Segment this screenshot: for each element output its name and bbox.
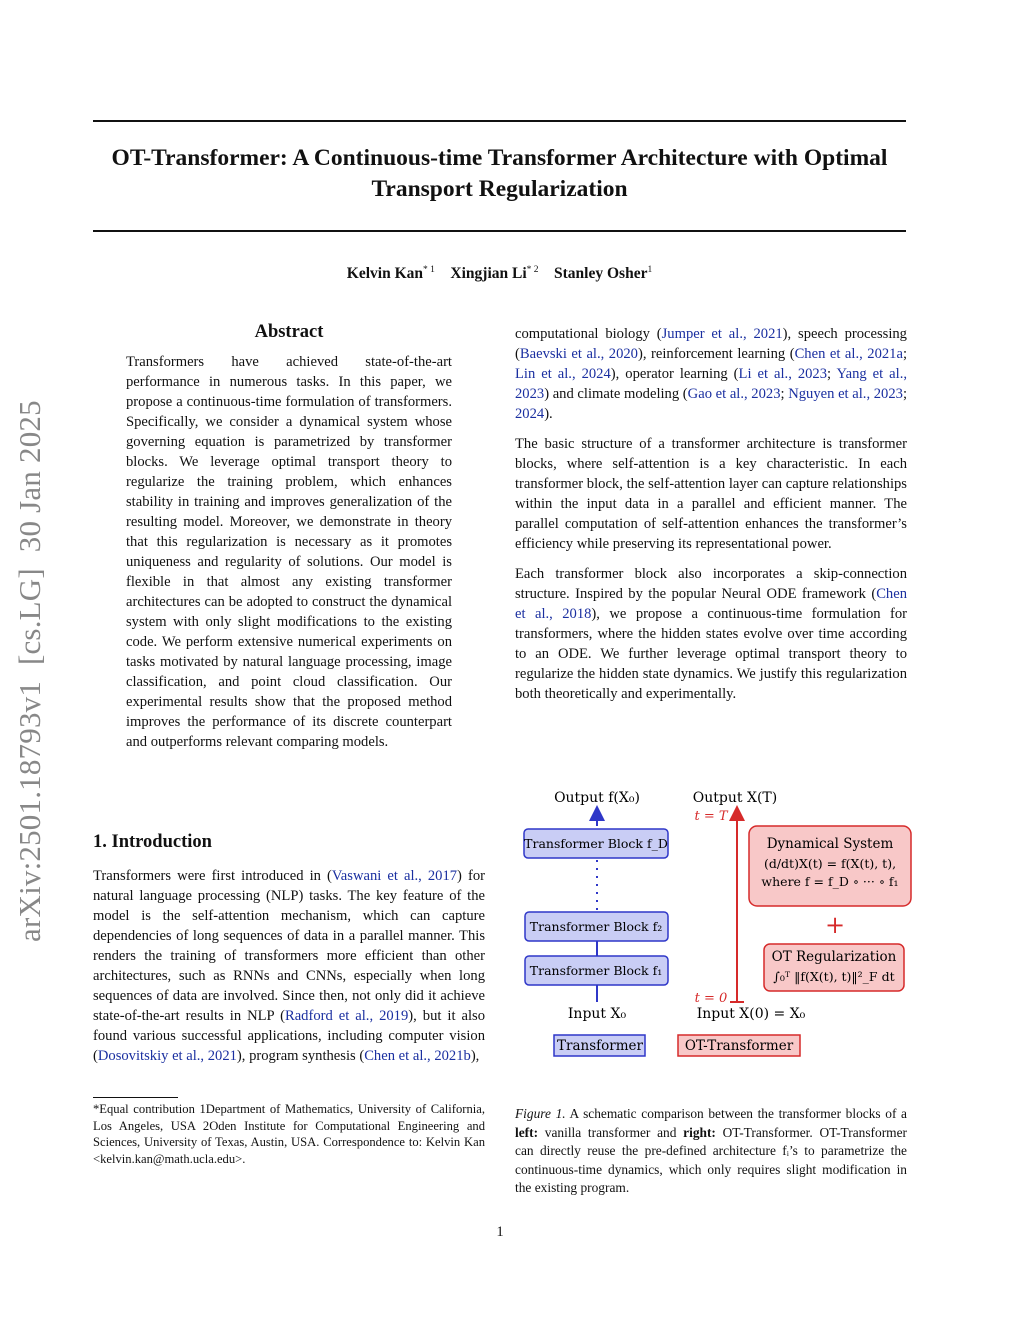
citation-link[interactable]: Li et al., 2023: [738, 366, 828, 382]
section-heading-introduction: 1. Introduction: [93, 832, 212, 852]
citation-link[interactable]: Chen et al., 2021b: [364, 1048, 471, 1064]
citation-link[interactable]: Chen et al., 2021a: [794, 346, 903, 362]
caption-label: Figure 1.: [515, 1106, 566, 1121]
citation-link[interactable]: Baevski et al., 2020: [519, 346, 638, 362]
citation-link[interactable]: Jumper et al., 2021: [661, 326, 783, 342]
author-name: Kelvin Kan: [346, 265, 424, 283]
paragraph: Each transformer block also incorporates a skip-connection structure. Inspired by the popular Neural ODE framework (Chen et al., 2018), we propose a continuous-time formulation for transformers, where the hidden states evolve over time according to an ODE. We further leverage optimal transport theory to regularize the hidden state dynamics. We justify this regularization both theoretically and experimentally.: [515, 566, 907, 702]
transformer-label: Transformer: [557, 1038, 643, 1054]
title-bottom-rule: [93, 230, 906, 232]
ot-transformer-label: OT-Transformer: [684, 1038, 794, 1054]
left-input-label: Input X₀: [567, 1006, 627, 1022]
block-label: Transformer Block f₁: [529, 963, 663, 978]
right-output-label: Output X(T): [692, 790, 778, 806]
figure-1-schematic: [515, 782, 915, 1072]
citation-link[interactable]: Lin et al., 2024: [515, 366, 611, 382]
dynamical-system-equation: (d/dt)X(t) = f(X(t), t),: [763, 856, 897, 871]
ot-regularization-equation: ∫₀ᵀ ‖f(X(t), t)‖²_F dt: [773, 969, 895, 984]
paper-title: OT-Transformer: A Continuous-time Transformer Architecture with Optimal Transport Regularization: [111, 145, 888, 202]
abstract-text: Transformers have achieved state-of-the-art performance in numerous tasks. In this paper, we propose a continuous-time formulation of transformers. Specifically, we consider a dynamical system whose governing equation is parametrized by transformer blocks. We leverage optimal transport theory to regularize the training problem, which enhances stability in training and improves generalization of the resulting model. Moreover, we demonstrate in theory that this regularization is necessary as it promotes uniqueness and regularity of solutions. Our model is flexible in that almost any existing transformer architectures can be adopted to construct the dynamical system with only slight modifications to the existing code. We perform extensive numerical experiments on tasks motivated by natural language processing, image classification, and point cloud classification. Our experimental results show that the proposed method improves the performance of its discrete counterpart and outperforms relevant comparing models.: [126, 354, 452, 750]
citation-link[interactable]: Radford et al., 2019: [284, 1008, 409, 1024]
plus-sign: +: [824, 911, 846, 939]
footnote-rule: [93, 1097, 178, 1098]
citation-link[interactable]: Vaswani et al., 2017: [331, 868, 458, 884]
citation-link[interactable]: 2024: [515, 406, 545, 422]
dynamical-system-title: Dynamical System: [766, 836, 894, 852]
citation-link[interactable]: Yang et al., 2023: [515, 366, 908, 402]
author-name: Stanley Osher: [554, 265, 648, 283]
footnote: *Equal contribution 1Department of Mathematics, University of California, Los Angeles, USA 2Oden Institute for Computational Engineering and Sciences, University of Texas, Austin, USA. Correspondence to: Kelvin Kan <kelvin.kan@math.ucla.edu>.: [93, 1102, 485, 1166]
citation-link[interactable]: Dosovitskiy et al., 2021: [97, 1048, 237, 1064]
intro-paragraph: Transformers were first introduced in (Vaswani et al., 2017) for natural language processing (NLP) tasks. The key feature of the model is the self-attention mechanism, which can capture dependencies of long sequences of data in a parallel manner. This renders the training of transformers more efficient than other architectures, such as RNNs and CNNs, especially when long sequences of data are involved. Since then, not only did it achieve state-of-the-art results in NLP (Radford et al., 2019), but it also found various successful applications, including computer vision (Dosovitskiy et al., 2021), program synthesis (Chen et al., 2021b),: [93, 868, 485, 1064]
author-affil: * 2: [526, 265, 539, 275]
author-affil: * 1: [423, 265, 435, 275]
paragraph: computational biology (Jumper et al., 2021), speech processing (Baevski et al., 2020), reinforcement learning (Chen et al., 2021a; Lin et al., 2024), operator learning (Li et al., 2023; Yang et al., 2023) and climate modeling (Gao et al., 2023; Nguyen et al., 2023; 2024).: [515, 326, 908, 422]
page-number: 1: [496, 1224, 504, 1240]
abstract-heading: Abstract: [254, 322, 324, 342]
citation-link[interactable]: Gao et al., 2023: [687, 386, 781, 402]
block-label: Transformer Block f₂: [529, 919, 663, 934]
right-column: [515, 324, 907, 714]
paragraph: The basic structure of a transformer architecture is transformer blocks, where self-attention is a key characteristic. In each transformer block, the self-attention layer can capture relationships within the input data in a parallel and efficient manner. The parallel computation of self-attention enhances the transformer’s efficiency while preserving its representational power.: [515, 436, 907, 552]
author-list: [93, 265, 906, 283]
t-bottom-label: t = 0: [694, 991, 728, 1006]
citation-link[interactable]: Chen et al., 2018: [515, 586, 907, 622]
right-input-label: Input X(0) = X₀: [696, 1006, 806, 1022]
ot-regularization-title: OT Regularization: [771, 949, 897, 965]
arxiv-watermark: arXiv:2501.18793v1 [cs.LG] 30 Jan 2025: [12, 400, 47, 942]
block-label: Transformer Block f_D: [524, 836, 668, 851]
figure-caption: Figure 1. A schematic comparison between the transformer blocks of a left: vanilla transformer and right: OT-Transformer. OT-Transformer can directly reuse the pre-defined architecture fᵢ’s to parametrize the continuous-time dynamics, which only requires slight modification in the existing program.: [515, 1106, 907, 1196]
t-top-label: t = T: [694, 809, 728, 824]
author-name: Xingjian Li: [450, 265, 527, 283]
citation-link[interactable]: Nguyen et al., 2023: [788, 386, 903, 402]
title-top-rule: [93, 120, 906, 122]
author-affil: 1: [647, 265, 653, 275]
dynamical-system-where: where f = f_D ∘ ··· ∘ f₁: [761, 874, 899, 889]
left-output-label: Output f(X₀): [554, 790, 640, 806]
